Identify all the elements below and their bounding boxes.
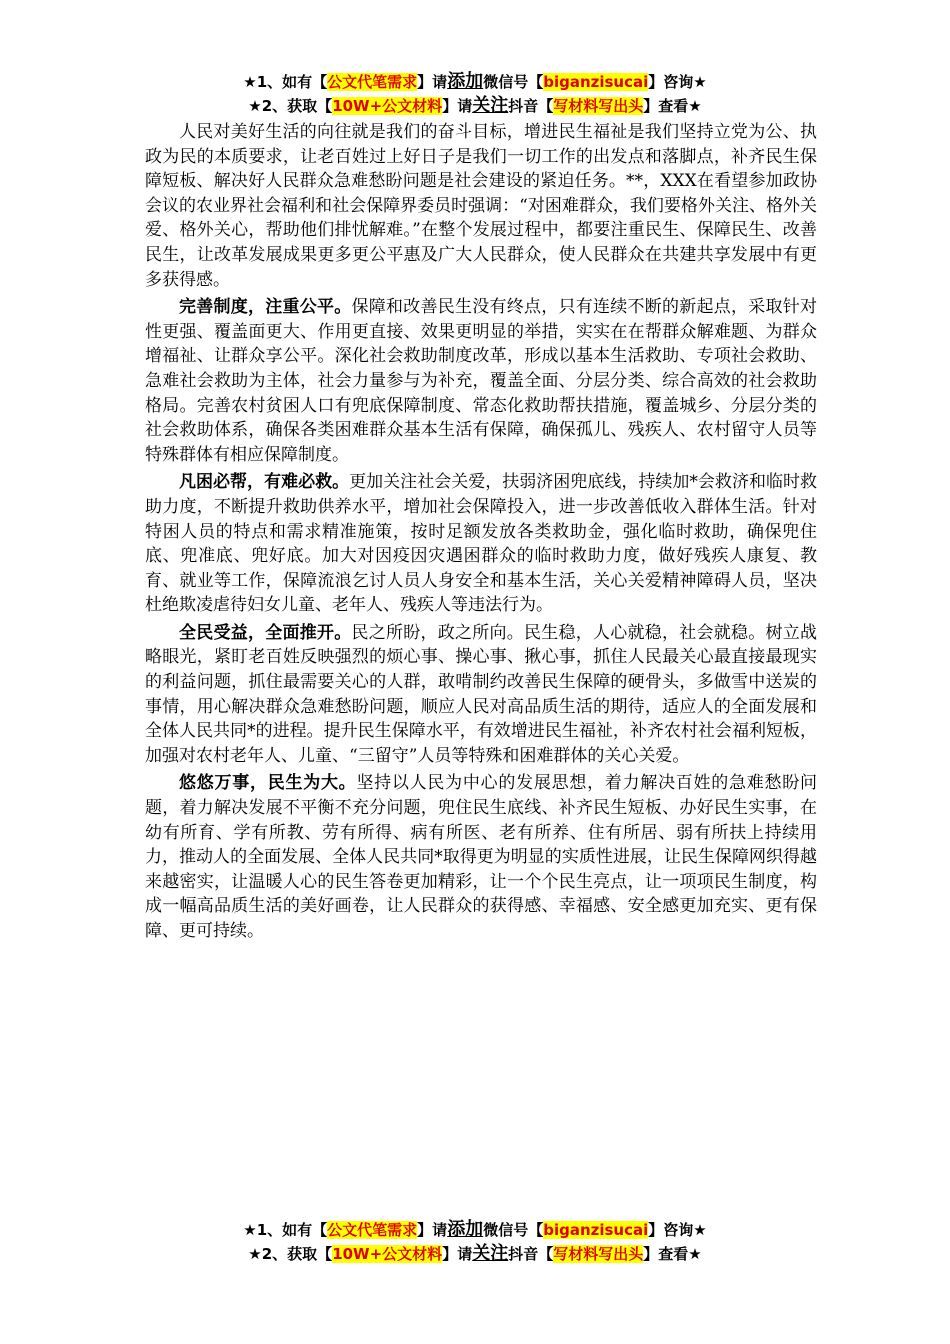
banner-emphasis: 添加 bbox=[447, 1219, 484, 1240]
section-text: 更加关注社会关爱，扶弱济困兜底线，持续加*会救济和临时救助力度，不断提升救助供养水平，增加社会保障投入，进一步改善低收入群体生活。针对特困人员的特点和需求精准施策，按时足额发放各类救助金，强化临时救助，确保兜住底、兜准底、兜好底。加大对因疫因灾遇困群众的临时救助力度，做好残疾人康复、教育、就业等工作，保障流浪乞讨人员人身安全和基本生活，关心关爱精神障碍人员，坚决杜绝欺凌虐待妇女儿童、老年人、残疾人等违法行为。 bbox=[145, 472, 818, 616]
highlight-wechat-id: biganzisucai bbox=[543, 73, 649, 91]
footer-banner bbox=[0, 1218, 950, 1266]
banner-text: 】请 bbox=[442, 97, 473, 115]
banner-text: 】查看★ bbox=[643, 1245, 702, 1263]
banner-text: 】咨询★ bbox=[648, 1221, 707, 1239]
banner-text: 抖音【 bbox=[508, 97, 554, 115]
section-paragraph bbox=[145, 771, 817, 943]
banner-text: 】咨询★ bbox=[648, 73, 707, 91]
highlight-materials: 10W+公文材料 bbox=[332, 97, 443, 115]
section-text: 坚持以人民为中心的发展思想，着力解决百姓的急难愁盼问题，着力解决发展不平衡不充分问题，兜住民生底线、补齐民生短板、办好民生实事，在幼有所育、学有所教、劳有所得、病有所医、老有所养、住有所居、弱有所扶上持续用力，推动人的全面发展、全体人民共同*取得更为明显的实质性进展，让民生保障网织得越来越密实，让温暖人心的民生答卷更加精彩，让一个个民生亮点，让一项项民生制度，构成一幅高品质生活的美好画卷，让人民群众的获得感、幸福感、安全感更加充实、更有保障、更可持续。 bbox=[145, 773, 818, 941]
banner-line-1 bbox=[0, 1218, 950, 1242]
section-paragraph bbox=[145, 295, 817, 467]
highlight-service: 公文代笔需求 bbox=[327, 73, 418, 91]
section-heading: 悠悠万事，民生为大。 bbox=[179, 773, 357, 794]
banner-emphasis: 关注 bbox=[472, 95, 509, 116]
banner-text: ★1、如有【 bbox=[243, 73, 328, 91]
banner-emphasis: 添加 bbox=[447, 71, 484, 92]
highlight-materials: 10W+公文材料 bbox=[332, 1245, 443, 1263]
banner-text: 微信号【 bbox=[483, 73, 544, 91]
banner-text: ★2、获取【 bbox=[248, 1245, 333, 1263]
section-heading: 完善制度，注重公平。 bbox=[179, 297, 352, 318]
banner-text: 】请 bbox=[442, 1245, 473, 1263]
section-heading: 凡困必帮，有难必救。 bbox=[179, 472, 350, 493]
banner-line-2 bbox=[0, 94, 950, 118]
section-paragraph bbox=[145, 621, 817, 769]
section-text: 保障和改善民生没有终点，只有连续不断的新起点，采取针对性更强、覆盖面更大、作用更直接、效果更明显的举措，实实在在帮群众解难题、为群众增福祉、让群众享公平。深化社会救助制度改革，形成以基本生活救助、专项社会救助、急难社会救助为主体，社会力量参与为补充，覆盖全面、分层分类、综合高效的社会救助格局。完善农村贫困人口有兜底保障制度、常态化救助帮扶措施，覆盖城乡、分层分类的社会救助体系，确保各类困难群众基本生活有保障，确保孤儿、残疾人、农村留守人员等特殊群体有相应保障制度。 bbox=[145, 297, 817, 465]
banner-emphasis: 关注 bbox=[472, 1243, 509, 1264]
section-text: 民之所盼，政之所向。民生稳，人心就稳，社会就稳。树立战略眼光，紧盯老百姓反映强烈的烦心事、操心事、揪心事，抓住人民最关心最直接最现实的利益问题，抓住最需要关心的人群，敢啃制约改善民生保障的硬骨头，多做雪中送炭的事情，用心解决群众急难愁盼问题，顺应人民对高品质生活的期待，适应人的全面发展和全体人民共同*的进程。提升民生保障水平，有效增进民生福祉，补齐农村社会福利短板，加强对农村老年人、儿童、“三留守”人员等特殊和困难群体的关心关爱。 bbox=[145, 622, 817, 766]
banner-text: 】查看★ bbox=[643, 97, 702, 115]
banner-line-2 bbox=[0, 1242, 950, 1266]
highlight-douyin: 写材料写出头 bbox=[553, 1245, 644, 1263]
banner-text: ★2、获取【 bbox=[248, 97, 333, 115]
section-paragraph bbox=[145, 470, 817, 618]
banner-text: 抖音【 bbox=[508, 1245, 554, 1263]
highlight-wechat-id: biganzisucai bbox=[543, 1221, 649, 1239]
banner-text: 微信号【 bbox=[483, 1221, 544, 1239]
banner-text: ★1、如有【 bbox=[243, 1221, 328, 1239]
highlight-service: 公文代笔需求 bbox=[327, 1221, 418, 1239]
document-body bbox=[145, 120, 817, 947]
intro-paragraph: 人民对美好生活的向往就是我们的奋斗目标，增进民生福祉是我们坚持立党为公、执政为民的本质要求，让老百姓过上好日子是我们一切工作的出发点和落脚点，补齐民生保障短板、解决好人民群众急难愁盼问题是社会建设的紧迫任务。**，XXX在看望参加政协会议的农业界社会福利和社会保障界委员时强调：“对困难群众，我们要格外关注、格外关爱、格外关心，帮助他们排忧解难。”在整个发展过程中，都要注重民生、保障民生、改善民生，让改革发展成果更多更公平惠及广大人民群众，使人民群众在共建共享发展中有更多获得感。 bbox=[145, 122, 817, 290]
section-heading: 全民受益，全面推开。 bbox=[179, 622, 352, 643]
banner-text: 】请 bbox=[417, 73, 448, 91]
header-banner bbox=[0, 70, 950, 118]
highlight-douyin: 写材料写出头 bbox=[553, 97, 644, 115]
banner-text: 】请 bbox=[417, 1221, 448, 1239]
banner-line-1 bbox=[0, 70, 950, 94]
